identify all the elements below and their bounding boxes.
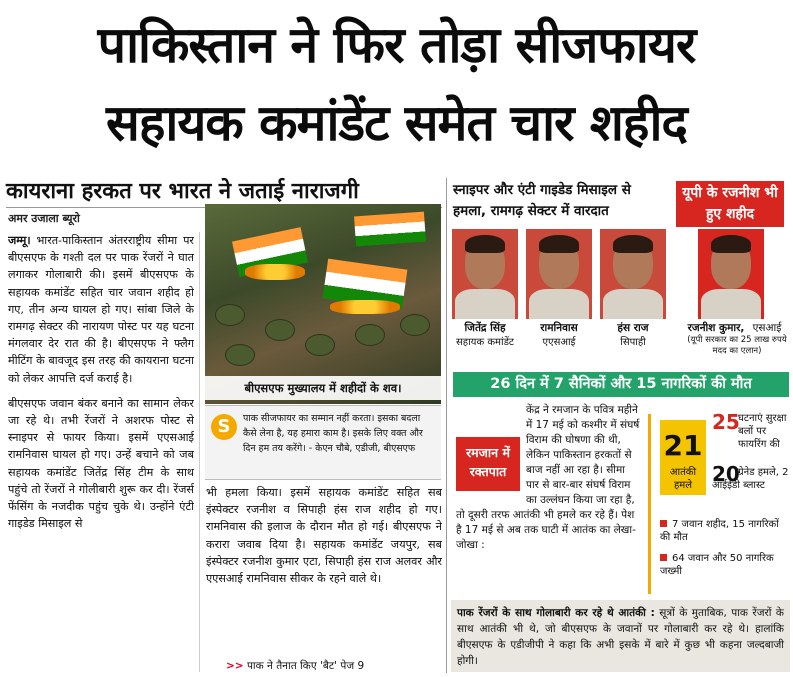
quote-text: पाक सीजफायर का सम्मान नहीं करता। इसका बदला कैसे लेना है, यह हमारा काम है। इसके लिए वक्त और दिन हम तय करेंगे। - केएन चौबे, एडीजी, बीएसएफ bbox=[243, 413, 423, 454]
sniper-headline: स्नाइपर और एंटी गाइडेड मिसाइल से हमला, रामगढ़ सेक्टर में वारदात bbox=[453, 182, 631, 219]
soldier-cap bbox=[225, 344, 255, 366]
box-text: सूत्रों के मुताबिक, पाक रेंजरों के साथ आतंकी भी थे, जो बीएसएफ के जवानों पर गोलाबारी कर रहे थे। हालांकि बीएसएफ के एडीजीपी ने कहा कि अभी इसके में बारे में कुछ भी कहना जल्दबाजी होगी। bbox=[457, 607, 784, 667]
martyr-name: हंस राज bbox=[617, 322, 649, 334]
paragraph-2: बीएसएफ जवान बंकर बनाने का सामान लेकर जा रहे थे। तभी रेंजरों ने अशरफ पोस्ट से स्नाइपर से फायर किया। इसमें एएसआई रामनिवास घायल हो गए। उन्हें बचाने को जब सहायक कमांडेंट जितेंद्र सिंह टीम के साथ पहुंचे तो रेंजरों ने गोलीबारी शुरू कर दी। रेंजर्स फेंसिंग के नजदीक पहुंच चुके थे। उन्होंने एंटी गाइडेड मिसाइल से bbox=[8, 396, 194, 531]
martyr-name: रामनिवास bbox=[540, 322, 578, 334]
stat-number: 21 bbox=[663, 429, 703, 462]
arrow-icon: >> bbox=[226, 660, 244, 672]
stat-item bbox=[660, 518, 790, 544]
column-divider bbox=[199, 232, 200, 672]
martyr-photo bbox=[452, 229, 518, 319]
headline-line-1: पाकिस्तान ने फिर तोड़ा सीजफायर bbox=[97, 16, 696, 74]
stat-label: आतंकी हमले bbox=[669, 467, 697, 491]
stat-number: 20 bbox=[712, 462, 740, 486]
portrait-hair bbox=[613, 235, 653, 253]
soldier-cap bbox=[265, 319, 295, 341]
article-column-1 bbox=[8, 232, 194, 672]
article-column-2: भी हमला किया। इसमें सहायक कमांडेंट सहित सब इंस्पेक्टर रजनीश व सिपाही हंस राज शहीद हो गए। रामनिवास की इलाज के दौरान मौत हो गई। बीएसएफ ने करारा जवाब दिया है। सहायक कमांडेंट जयपुर, सब इंस्पेक्टर रजनीश कुमार एटा, सिपाही हंस राज अलवर और एएसआई रामनिवास सीकर के रहने वाले थे। bbox=[206, 486, 442, 586]
ramzan-article bbox=[456, 403, 641, 593]
ramzan-label-box: रमजान में रक्तपात bbox=[456, 437, 520, 491]
up-rajneesh-box: यूपी के रजनीश भी हुए शहीद bbox=[676, 181, 784, 227]
portrait-hair bbox=[711, 235, 751, 253]
see-page-text: पाक ने तैनात किए 'बैट' पेज 9 bbox=[243, 660, 365, 672]
soldier-cap bbox=[400, 314, 430, 336]
stat-label: 64 जवान और 50 नागरिक जख्मी bbox=[660, 553, 774, 577]
stat-label: ग्रेनेड हमले, 2 आईईडी ब्लास्ट bbox=[712, 467, 789, 491]
ramzan-article-text: केंद्र ने रमजान के पवित्र महीने में 17 मई को कश्मीर में संघर्ष विराम की घोषणा की थी, लेकिन पाकिस्तान हरकतों से बाज नहीं आ रहा है। सीमा पार से बार-बार संघर्ष विराम का उल्लंघन किया जा रहा है, तो दूसरी तरफ आतंकी भी हमले कर रहे हैं। पेश है 17 मई से अब तक घाटी में आतंक का लेखा-जोखा : bbox=[456, 404, 640, 551]
bullet-icon bbox=[660, 520, 667, 527]
martyr-name: जितेंद्र सिंह bbox=[464, 322, 506, 334]
flag-coffin bbox=[354, 212, 426, 247]
main-headline bbox=[0, 0, 793, 176]
soldier-cap bbox=[215, 304, 245, 326]
portrait-body bbox=[529, 289, 589, 319]
martyr-photo bbox=[526, 229, 592, 319]
headline-line-2: सहायक कमांडेंट समेत चार शहीद bbox=[106, 94, 687, 152]
martyr-rank: सहायक कमांडेंट bbox=[456, 337, 514, 348]
see-page-link[interactable] bbox=[226, 659, 364, 673]
flower-garland bbox=[245, 264, 305, 280]
soldier-cap bbox=[355, 324, 385, 346]
soldier-cap bbox=[305, 334, 335, 356]
terrorists-box bbox=[451, 600, 790, 672]
box-heading: पाक रेंजरों के साथ गोलाबारी कर रहे थे आतंकी : bbox=[457, 607, 655, 619]
up-govt-note: (यूपी सरकार का 25 लाख रुपये मदद का एलान) bbox=[687, 335, 787, 356]
martyr-name: रजनीश कुमार, bbox=[687, 322, 745, 334]
stat-label: 7 जवान शहीद, 15 नागरिकों की मौत bbox=[660, 519, 779, 543]
stat-label: घटनाएं सुरक्षा बलों पर फायरिंग की bbox=[738, 413, 787, 450]
stats-divider bbox=[648, 414, 651, 594]
dateline: जम्मू। bbox=[8, 233, 31, 247]
paragraph-1 bbox=[8, 232, 194, 387]
stat-number: 25 bbox=[712, 410, 740, 434]
portrait-body bbox=[455, 289, 515, 319]
deaths-banner: 26 दिन में 7 सैनिकों और 15 नागरिकों की मौत bbox=[453, 372, 789, 397]
bullet-icon bbox=[660, 554, 667, 561]
stat-item bbox=[660, 552, 790, 578]
stat-terror-attacks bbox=[660, 420, 706, 495]
martyr-rank: एसआई bbox=[752, 322, 782, 334]
funeral-photo bbox=[205, 204, 441, 404]
portrait-hair bbox=[465, 235, 505, 253]
sub-headline: कायराना हरकत पर भारत ने जताई नाराजगी bbox=[6, 176, 442, 208]
martyr-photo bbox=[600, 229, 666, 319]
martyr-rank: एएसआई bbox=[542, 337, 576, 348]
section-divider bbox=[446, 178, 447, 673]
portrait-body bbox=[603, 289, 663, 319]
photo-caption: बीएसएफ मुख्यालय में शहीदों के शव। bbox=[205, 376, 441, 400]
paragraph-1-text: भारत-पाकिस्तान अंतरराष्ट्रीय सीमा पर बीएसएफ के गश्ती दल पर पाक रेंजरों ने घात लगाकर गोलाबारी की। इसमें बीएसएफ के सहायक कमांडेंट सहित चार जवान शहीद हो गए, तीन अन्य घायल हो गए। सांबा जिले के रामगढ़ सेक्टर की नारायण पोस्ट पर यह घटना मंगलवार देर रात की है। बीएसएफ ने फ्लैग मीटिंग के बावजूद इस तरह की कायराना घटना को लेकर आपत्ति दर्ज कराई है। bbox=[8, 234, 194, 385]
martyr-rank: सिपाही bbox=[620, 337, 646, 348]
quote-box bbox=[205, 405, 441, 480]
portrait-body bbox=[701, 289, 761, 319]
portrait-hair bbox=[539, 235, 579, 253]
quote-icon: S bbox=[211, 414, 237, 440]
bureau-byline: अमर उजाला ब्यूरो bbox=[8, 212, 80, 225]
martyr-photo bbox=[698, 229, 764, 319]
flower-garland bbox=[330, 300, 400, 314]
